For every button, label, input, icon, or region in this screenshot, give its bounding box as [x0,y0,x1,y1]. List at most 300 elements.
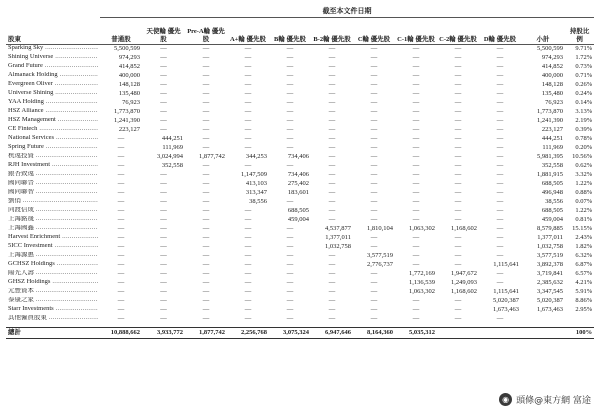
table-cell: — [328,63,336,71]
table-cell: 414,852 [118,63,140,71]
table-cell: — [202,99,210,107]
table-cell: — [328,126,336,134]
table-cell: 5,500,599 [114,45,140,53]
table-cell: 1,168,602 [451,225,477,233]
column-header: 持股比例 [565,18,594,45]
table-cell: — [286,54,294,62]
table-cell: — [370,306,378,314]
table-cell: — [117,306,125,314]
table-cell: 313,347 [245,189,267,197]
table-cell: — [454,207,462,215]
table-cell: — [202,252,210,260]
column-header: 天使輪 優先股 [142,18,185,45]
shareholder-name-text: 上海銘晟 ..... [8,216,98,223]
table-cell: — [370,63,378,71]
table-cell: — [454,252,462,260]
shareholder-name-text: 杭遠投資 ..... [8,153,98,160]
table-cell: 6.32% [575,252,593,260]
table-cell: — [454,243,462,251]
table-row [6,144,594,153]
table-cell: — [160,243,167,251]
table-cell: 1.82% [575,243,593,251]
table-cell: — [496,279,504,287]
shareholder-name [6,306,100,315]
table-cell: — [412,198,420,206]
table-cell: 183,601 [287,189,309,197]
table-cell: — [202,297,210,305]
table-cell: 1,773,870 [114,108,140,116]
table-cell: 111,969 [542,144,563,152]
table-cell: — [412,315,420,323]
table-cell: — [160,270,167,278]
table-cell: 1,063,302 [409,288,435,296]
table-cell: — [244,306,252,314]
table-cell: — [117,162,125,170]
table-cell: — [412,207,420,215]
table-cell: — [286,108,294,116]
table-cell: — [286,261,294,269]
table-cell: — [328,216,336,224]
table-cell: 400,000 [541,72,563,80]
table-cell: 1,810,104 [367,225,393,233]
shareholder-name-text: RJH Investment ..... [8,162,98,169]
table-cell: — [160,81,167,89]
total-cell: 10,888,662 [100,328,142,339]
shareholder-name-text: YAA Holding ..... [8,99,98,106]
shareholder-name-text: 國同聯智 ..... [8,189,98,196]
table-cell: 135,480 [541,90,563,98]
table-cell: 1,115,641 [493,261,519,269]
table-cell: 352,558 [541,162,563,170]
table-cell: — [244,270,252,278]
table-cell: — [202,126,210,134]
table-cell: — [202,261,210,269]
table-cell: 2.43% [575,234,593,242]
column-header: 小計 [521,18,565,45]
table-cell: 76,923 [545,99,563,107]
shareholder-name-text: GCHSZ Holdings ..... [8,261,98,268]
table-cell: — [286,306,294,314]
table-cell: — [328,270,336,278]
table-cell: — [286,162,294,170]
table-cell: 223,127 [118,126,140,134]
table-cell: 76,923 [122,99,140,107]
table-cell: — [454,216,462,224]
shareholder-name [6,63,100,72]
shareholder-name [6,189,100,198]
column-header-shareholder: 股東 [6,18,100,45]
table-cell: 148,128 [118,81,140,89]
table-cell: — [160,54,167,62]
table-cell: 0.78% [575,135,593,143]
table-cell: — [202,135,210,143]
table-cell: — [328,198,336,206]
table-cell: — [412,297,420,305]
shareholder-name [6,153,100,162]
table-cell: — [328,288,336,296]
table-cell: 414,852 [541,63,563,71]
table-row [6,171,594,180]
table-cell: 3,577,519 [367,252,393,260]
table-cell: — [160,180,167,188]
shareholder-name [6,135,100,144]
table-cell: — [286,90,294,98]
table-cell: — [496,99,504,107]
table-cell: — [244,90,252,98]
total-cell [437,328,479,339]
table-cell: — [454,180,462,188]
table-cell: 3,719,841 [537,270,563,278]
shareholder-name [6,81,100,90]
table-cell: 1.22% [575,180,593,188]
table-cell: — [286,198,294,206]
table-cell: — [160,198,167,206]
table-row [6,189,594,198]
table-cell: — [454,117,462,125]
table-cell: — [412,108,420,116]
shareholder-name-text: CE Fintech ..... [8,126,98,133]
shareholder-name [6,225,100,234]
table-cell: 135,480 [118,90,140,98]
shareholder-name-text: 國同聯晉 ..... [8,180,98,187]
table-cell: — [370,99,378,107]
table-cell: — [160,117,167,125]
table-cell: 5,500,599 [537,45,563,53]
shareholder-name [6,234,100,243]
table-cell: — [244,216,252,224]
shareholder-name-text: Spring Future ..... [8,144,98,151]
shareholder-name-text: 元豐資本 ..... [8,288,98,295]
table-cell: — [328,117,336,125]
table-cell: 344,253 [245,153,267,161]
table-cell: — [496,90,504,98]
table-cell: — [412,252,420,260]
table-cell: — [496,117,504,125]
column-header: C-2輪 優先股 [437,18,479,45]
watermark-text: 頭條@東方網 富途 [516,396,591,406]
table-cell: 4.21% [575,279,593,287]
shareholder-name-text: Sparking Sky ..... [8,45,98,52]
table-cell: — [160,234,167,242]
table-cell: — [412,306,420,314]
table-cell: — [202,72,210,80]
table-cell: — [286,243,294,251]
table-cell: — [286,315,294,323]
table-cell: — [496,54,504,62]
table-row [6,72,594,81]
table-cell: — [370,234,378,242]
table-cell: — [160,288,167,296]
table-cell: — [370,81,378,89]
table-cell: 974,293 [118,54,140,62]
shareholder-name-text: Harvest Enrichment ..... [8,234,98,241]
table-cell: — [160,306,167,314]
table-row [6,45,594,55]
table-cell: — [244,126,252,134]
table-cell: — [286,117,294,125]
table-cell: — [117,270,125,278]
table-cell: — [454,144,462,152]
table-row [6,225,594,234]
table-cell: — [117,144,125,152]
table-cell: — [202,216,210,224]
shareholder-name [6,297,100,306]
table-cell: 400,000 [118,72,140,80]
table-row [6,306,594,315]
table-row [6,180,594,189]
table-cell: 1,147,509 [241,171,267,179]
group-title: 截至本文件日期 [100,6,594,18]
total-cell: 5,035,312 [395,328,437,339]
table-cell: — [160,297,167,305]
table-cell: 459,004 [541,216,563,224]
total-cell: 100% [565,328,594,339]
shareholder-name [6,261,100,270]
table-cell: — [412,90,420,98]
table-cell: 0.14% [575,99,593,107]
table-cell: — [412,117,420,125]
table-cell [521,315,565,324]
table-cell: — [117,261,125,269]
table-cell: 1,673,463 [537,306,563,314]
shareholder-name [6,315,100,324]
table-cell: — [412,126,420,134]
table-cell: — [454,162,462,170]
table-cell: — [412,189,420,197]
table-cell: — [412,261,420,269]
table-cell: — [328,189,336,197]
table-cell: — [117,252,125,260]
table-cell: 444,251 [161,135,183,143]
table-cell: — [286,144,294,152]
table-cell: 3.32% [575,171,593,179]
shareholder-name-text: Almanack Holding ..... [8,72,98,79]
table-row [6,63,594,72]
table-cell: 1,115,641 [493,288,519,296]
table-cell: — [244,243,252,251]
table-cell: 1,673,463 [493,306,519,314]
table-cell: — [496,207,504,215]
table-cell: — [370,288,378,296]
table-cell: — [328,54,336,62]
shareholder-name-text: 銀杏致遠 ..... [8,171,98,178]
table-cell: — [202,189,210,197]
table-cell: — [160,252,167,260]
table-cell: — [202,54,210,62]
shareholder-name-text: 上海源惠 ..... [8,252,98,259]
table-cell: — [160,171,167,179]
table-cell: — [370,198,378,206]
total-cell: 6,947,646 [311,328,353,339]
table-cell: 1,168,602 [451,288,477,296]
table-cell: 1,773,870 [537,108,563,116]
table-cell: — [496,225,504,233]
table-row [6,288,594,297]
table-cell: — [160,72,167,80]
shareholder-name [6,288,100,297]
table-cell: — [202,63,210,71]
table-row [6,234,594,243]
table-cell: — [286,279,294,287]
shareholder-name-text: 劉俏 ..... [8,198,98,205]
table-cell: — [244,45,252,53]
shareholder-name-text: 上海國鑫 ..... [8,225,98,232]
table-cell: 38,556 [545,198,563,206]
table-cell: — [412,99,420,107]
table-cell: — [286,63,294,71]
table-cell: — [117,279,125,287]
table-cell: — [160,108,167,116]
table-cell: — [244,225,252,233]
total-cell: 3,933,772 [142,328,185,339]
table-cell: — [244,315,252,323]
table-cell: — [160,99,167,107]
table-cell: 1,032,758 [537,243,563,251]
table-cell: — [244,108,252,116]
table-cell: — [454,153,462,161]
table-cell: 1,772,169 [409,270,435,278]
table-row [6,153,594,162]
table-cell: — [286,72,294,80]
shareholder-name-text: 陽光人壽 ..... [8,270,98,277]
table-cell: — [286,225,294,233]
table-cell: — [328,108,336,116]
table-cell: 5.91% [575,288,593,296]
table-cell: — [412,153,420,161]
table-cell: — [202,225,210,233]
table-cell: — [454,315,462,323]
table-cell: — [160,315,167,323]
table-cell: — [496,63,504,71]
table-cell: 688,505 [541,207,563,215]
table-cell: 1,947,672 [451,270,477,278]
column-header: 普通股 [100,18,142,45]
shareholder-name-text: National Services ..... [8,135,98,142]
table-row [6,279,594,288]
shareholder-name [6,243,100,252]
table-cell: — [160,63,167,71]
table-cell: — [117,315,125,323]
table-cell: 0.20% [575,144,593,152]
table-cell: — [454,72,462,80]
shareholder-name-text: GHSZ Holdings ..... [8,279,98,286]
table-cell: 2.95% [575,306,593,314]
table-cell: — [117,207,125,215]
table-cell: — [496,81,504,89]
table-cell: — [202,117,210,125]
table-cell: — [202,306,210,314]
table-cell: — [412,81,420,89]
table-row [6,315,594,324]
table-cell: — [328,45,336,53]
table-cell: — [454,99,462,107]
table-cell: — [454,63,462,71]
table-cell: — [286,252,294,260]
table-cell: 1,249,093 [451,279,477,287]
table-cell: — [286,126,294,134]
shareholder-name [6,72,100,81]
table-cell: — [160,189,167,197]
camera-icon: ◉ [499,393,512,406]
table-cell: — [244,63,252,71]
table-cell: — [286,81,294,89]
column-header: B-2輪 優先股 [311,18,353,45]
shareholder-name-text: 5ICC Investment ..... [8,243,98,250]
table-cell: — [412,243,420,251]
table-cell: — [328,99,336,107]
table-row [6,270,594,279]
table-cell: — [286,270,294,278]
shareholding-table [6,6,594,339]
table-cell: — [370,54,378,62]
shareholder-name-text: HSZ Alliance ..... [8,108,98,115]
table-cell: — [328,72,336,80]
table-cell: 2.19% [575,117,593,125]
column-header: Pre-A輪 優先股 [185,18,227,45]
shareholder-name-text: 其他僱員股東 ..... [8,315,98,322]
table-cell: 275,402 [287,180,309,188]
shareholder-name [6,171,100,180]
table-cell: — [117,180,125,188]
table-cell: — [370,135,378,143]
table-cell: — [370,243,378,251]
table-cell: — [202,198,210,206]
table-cell: — [328,81,336,89]
table-cell: — [454,108,462,116]
table-cell: 444,251 [541,135,563,143]
table-cell: — [412,162,420,170]
shareholder-name [6,207,100,216]
table-cell: 1,136,539 [409,279,435,287]
watermark [494,391,596,408]
table-row [6,297,594,306]
table-cell: 734,406 [287,153,309,161]
table-cell: 111,969 [162,144,183,152]
table-cell: — [412,144,420,152]
table-cell: 1,881,915 [537,171,563,179]
column-header: D輪 優先股 [479,18,521,45]
table-cell: 0.24% [575,90,593,98]
table-cell: — [370,315,378,323]
table-cell: 0.71% [575,72,593,80]
table-cell: 15.15% [572,225,593,233]
table-cell: 1.72% [575,54,593,62]
shareholder-name [6,54,100,63]
table-cell: 6.57% [575,270,593,278]
table-cell: — [202,81,210,89]
table-cell: — [412,72,420,80]
table-row [6,207,594,216]
table-cell: — [496,189,504,197]
table-cell: 10.56% [572,153,593,161]
table-cell: 8.86% [575,297,593,305]
total-cell [479,328,521,339]
table-cell: 688,505 [287,207,309,215]
table-cell: — [244,234,252,242]
table-cell: — [244,288,252,296]
total-cell: 3,075,324 [269,328,311,339]
shareholder-name [6,90,100,99]
table-cell: — [454,81,462,89]
table-cell: — [496,162,504,170]
table-cell: — [370,171,378,179]
table-cell: 1.22% [575,207,593,215]
table-row [6,90,594,99]
table-cell: 2,776,737 [367,261,393,269]
table-cell: — [202,270,210,278]
shareholder-name-text: Evergreen Oliver ..... [8,81,98,88]
table-cell: — [160,216,167,224]
